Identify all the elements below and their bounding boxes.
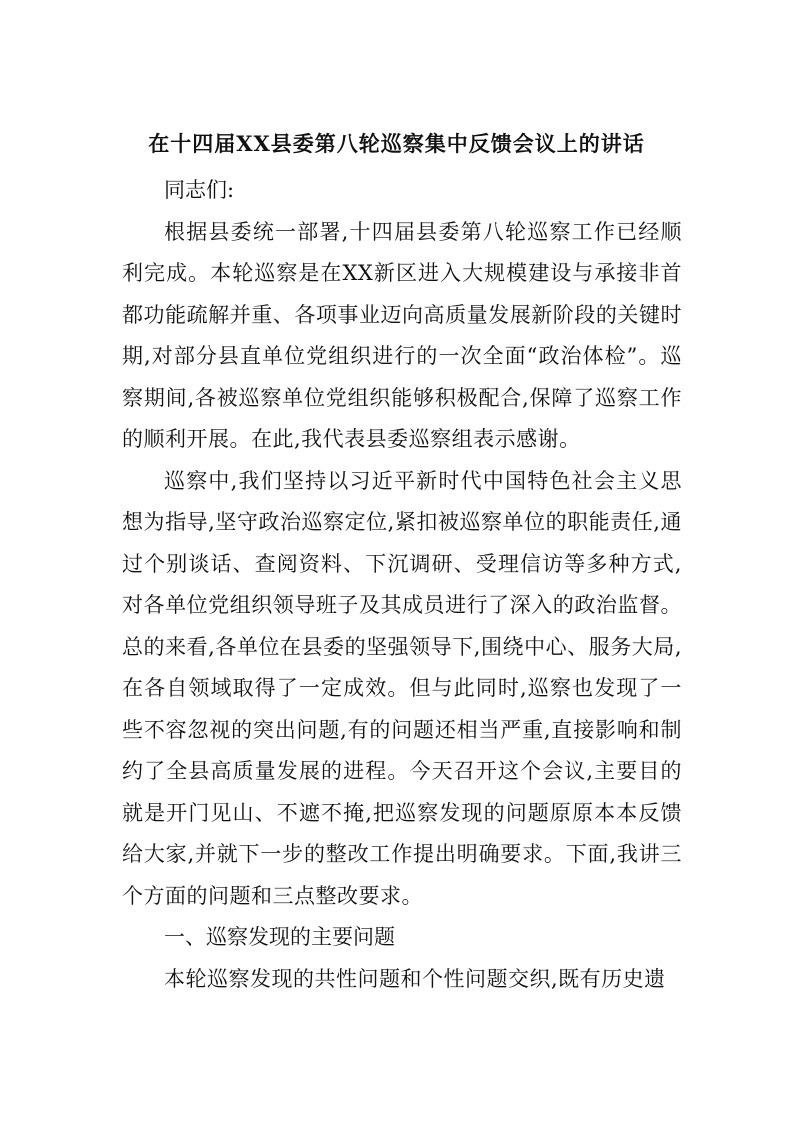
paragraph-2: 巡察中,我们坚持以习近平新时代中国特色社会主义思想为指导,坚守政治巡察定位,紧扣被巡察单位的职能责任,通过个别谈话、查阅资料、下沉调研、受理信访等多种方式,对各单位党组织领导班子及其成员进行了深入的政治监督。总的来看,各单位在县委的坚强领导下,围绕中心、服务大局,在各自领域取得了一定成效。但与此同时,巡察也发现了一些不容忽视的突出问题,有的问题还相当严重,直接影响和制约了全县高质量发展的进程。今天召开这个会议,主要目的就是开门见山、不遮不掩,把巡察发现的问题原原本本反馈给大家,并就下一步的整改工作提出明确要求。下面,我讲三个方面的问题和三点整改要求。 xyxy=(122,468,682,908)
paragraph-3: 本轮巡察发现的共性问题和个性问题交织,既有历史遗 xyxy=(164,966,666,991)
document-title: 在十四届XX县委第八轮巡察集中反馈会议上的讲话 xyxy=(148,131,645,156)
salutation: 同志们: xyxy=(164,178,235,202)
paragraph-1: 根据县委统一部署,十四届县委第八轮巡察工作已经顺利完成。本轮巡察是在XX新区进入大规模建设与承接非首都功能疏解并重、各项事业迈向高质量发展新阶段的关键时期,对部分县直单位党组织进行的一次全面“政治体检”。巡察期间,各被巡察单位党组织能够积极配合,保障了巡察工作的顺利开展。在此,我代表县委巡察组表示感谢。 xyxy=(122,219,682,451)
document-body xyxy=(122,170,682,1000)
section-heading: 一、巡察发现的主要问题 xyxy=(164,925,395,949)
